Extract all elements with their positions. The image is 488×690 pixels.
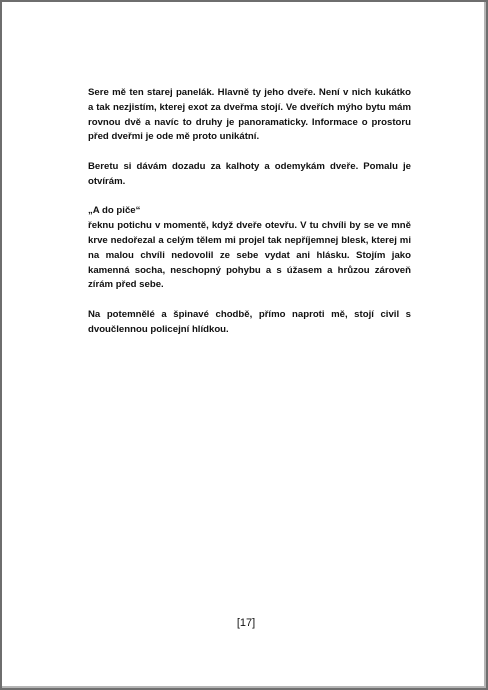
paragraph-3 [88,204,411,293]
paragraph-4 [88,308,411,338]
page-number: [17] [236,617,256,629]
paragraph-3-text: řeknu potichu v momentě, když dveře otevřu. V tu chvíli by se ve mně krve nedořezal a celým tělem mi projel tak nepříjemnej blesk, kterej mi na malou chvíli nedovolil ze sebe vydat ani hlásku. Stojím jako kamenná socha, neschopný pohybu a s úžasem a hrůzou zároveň zírám před sebe. [88,220,411,291]
paragraph-2 [88,160,411,190]
paragraph-4-text: Na potemnělé a špinavé chodbě, přímo naproti mě, stojí civil s dvoučlennou policejní hlídkou. [88,308,411,335]
paragraph-2-text: Beretu si dávám dozadu za kalhoty a odemykám dveře. Pomalu je otvírám. [88,160,411,187]
body-text [88,86,411,352]
paragraph-1-text: Sere mě ten starej panelák. Hlavně ty jeho dveře. Není v nich kukátko a tak nezjistím, kterej exot za dveřma stojí. Ve dveřích mýho bytu mám rovnou dvě a navíc to druhy je panoramaticky. Informace o prostoru před dveřmi je ode mě proto unikátní. [88,87,411,143]
paragraph-3-quote: „A do piče“ [88,205,141,217]
paragraph-1 [88,86,411,145]
